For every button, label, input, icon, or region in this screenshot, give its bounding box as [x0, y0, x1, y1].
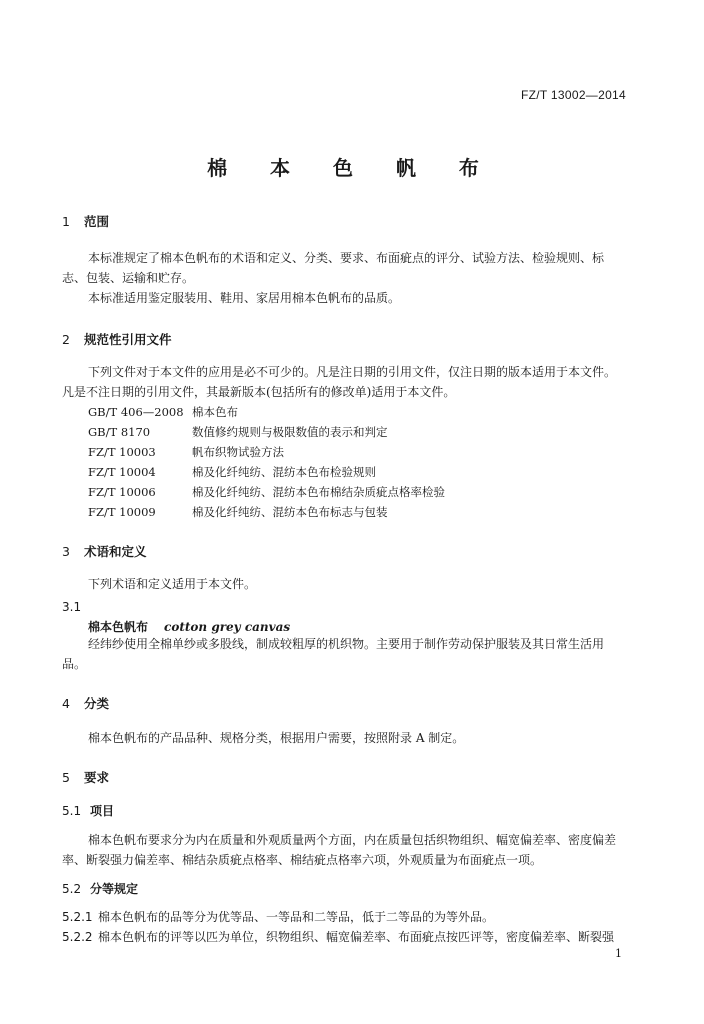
section-heading-terms-definitions: [62, 542, 147, 560]
reference-name: 帆布织物试验方法: [192, 445, 284, 459]
paragraph: 本标准适用鉴定服装用、鞋用、家居用棉本色帆布的品质。: [88, 291, 401, 305]
paragraph: 下列文件对于本文件的应用是必不可少的。凡是注日期的引用文件，仅注日期的版本适用于本文件。凡是不注日期的引用文件，其最新版本(包括所有的修改单)适用于本文件。: [62, 365, 617, 399]
clause-5-2-2: [62, 928, 614, 945]
clause-number: 5.2.1: [62, 910, 93, 924]
section-title: 要求: [84, 770, 110, 785]
term-entry: [88, 618, 290, 635]
section-heading-scope: [62, 212, 109, 230]
paragraph: 本标准规定了棉本色帆布的术语和定义、分类、要求、布面疵点的评分、试验方法、检验规则、标志、包装、运输和贮存。: [62, 251, 605, 285]
section-number: 5: [62, 770, 70, 785]
paragraph: 棉本色帆布的产品品种、规格分类，根据用户需要，按照附录 A 制定。: [88, 731, 465, 745]
term-definition: 经纬纱使用全棉单纱或多股线，制成较粗厚的机织物。主要用于制作劳动保护服装及其日常生活用品。: [62, 637, 605, 671]
subsection-number: 5.1: [62, 804, 82, 818]
paragraph: 下列术语和定义适用于本文件。: [88, 577, 257, 591]
clause-text: 棉本色帆布的评等以匹为单位，织物组织、幅宽偏差率、布面疵点按匹评等，密度偏差率、断裂强: [98, 930, 615, 944]
section-heading-normative-references: [62, 330, 172, 348]
term-english: cotton grey canvas: [164, 620, 291, 634]
section-number: 1: [62, 214, 70, 229]
clause-5-2-1: [62, 908, 494, 925]
term-chinese: 棉本色帆布: [88, 620, 149, 634]
subsection-heading-items: [62, 802, 114, 819]
section-heading-requirements: [62, 768, 109, 786]
reference-code: FZ/T 10006: [88, 485, 156, 499]
reference-item: [88, 462, 376, 482]
section-title: 分类: [84, 696, 110, 711]
section-title: 规范性引用文件: [84, 332, 172, 347]
reference-name: 棉及化纤纯纺、混纺本色布检验规则: [192, 465, 376, 479]
reference-code: FZ/T 10004: [88, 465, 156, 479]
document-code: FZ/T 13002—2014: [520, 88, 626, 102]
document-title: 棉 本 色 帆 布: [207, 156, 497, 180]
clause-text: 棉本色帆布的品等分为优等品、一等品和二等品，低于二等品的为等外品。: [98, 910, 495, 924]
reference-code: GB/T 406—2008: [88, 405, 184, 419]
reference-name: 棉及化纤纯纺、混纺本色布标志与包装: [192, 505, 388, 519]
subsection-number: 5.2: [62, 882, 82, 896]
page-number: 1: [615, 947, 622, 960]
reference-code: FZ/T 10009: [88, 505, 156, 519]
reference-item: [88, 442, 284, 462]
reference-item: [88, 482, 445, 502]
section-title: 范围: [84, 214, 110, 229]
reference-item: [88, 502, 388, 522]
section-number: 3: [62, 544, 70, 559]
reference-name: 棉本色布: [192, 405, 238, 419]
clause-number: 5.2.2: [62, 930, 93, 944]
subsection-title: 分等规定: [90, 882, 139, 896]
subsection-number: 3.1: [62, 600, 82, 614]
reference-name: 棉及化纤纯纺、混纺本色布棉结杂质疵点格率检验: [192, 485, 445, 499]
reference-code: GB/T 8170: [88, 425, 151, 439]
reference-code: FZ/T 10003: [88, 445, 156, 459]
paragraph: 棉本色帆布要求分为内在质量和外观质量两个方面，内在质量包括织物组织、幅宽偏差率、密度偏差率、断裂强力偏差率、棉结杂质疵点格率、棉结疵点格率六项，外观质量为布面疵点一项。: [62, 833, 617, 867]
section-number: 4: [62, 696, 70, 711]
section-number: 2: [62, 332, 70, 347]
section-title: 术语和定义: [84, 544, 147, 559]
reference-item: [88, 402, 238, 422]
subsection-heading-grading: [62, 880, 138, 897]
section-heading-classification: [62, 694, 109, 712]
subsection-title: 项目: [90, 804, 115, 818]
reference-item: [88, 422, 388, 442]
reference-name: 数值修约规则与极限数值的表示和判定: [192, 425, 388, 439]
